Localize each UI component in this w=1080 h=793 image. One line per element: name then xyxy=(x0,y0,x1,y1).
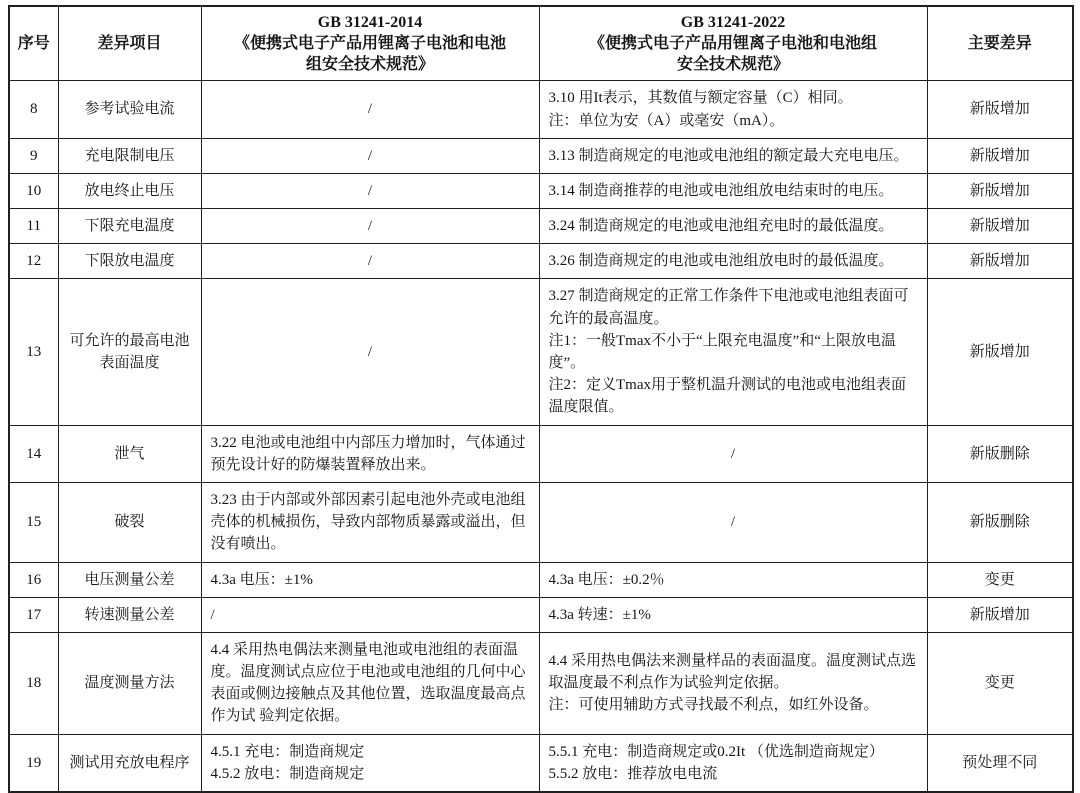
cell-line: 5.5.2 放电：推荐放电电流 xyxy=(548,765,718,782)
difference-item-cell: 充电限制电压 xyxy=(58,138,201,173)
main-difference-cell: 预处理不同 xyxy=(927,734,1073,792)
column-header-gb2014 xyxy=(201,6,539,81)
gb2014-cell xyxy=(201,425,539,482)
standards-comparison-table xyxy=(8,5,1074,793)
main-difference-cell: 新版增加 xyxy=(927,244,1073,279)
gb2022-cell xyxy=(539,138,927,173)
standard-title-line: 《便携式电子产品用锂离子电池和电池 xyxy=(233,35,506,53)
cell-line: 3.14 制造商推荐的电池或电池组放电结束时的电压。 xyxy=(548,182,894,199)
gb2022-cell xyxy=(539,173,927,208)
gb2014-cell xyxy=(201,482,539,562)
main-difference-cell: 新版增加 xyxy=(927,279,1073,425)
table-row xyxy=(9,244,1073,279)
gb2014-cell xyxy=(201,244,539,279)
column-header-no: 序号 xyxy=(9,6,58,81)
main-difference-cell: 变更 xyxy=(927,562,1073,597)
gb2014-cell xyxy=(201,632,539,734)
cell-line: 4.3a 转速：±1% xyxy=(548,606,651,623)
difference-item-cell: 电压测量公差 xyxy=(58,562,201,597)
gb2014-cell xyxy=(201,734,539,792)
difference-item-cell: 泄气 xyxy=(58,425,201,482)
main-difference-cell: 变更 xyxy=(927,632,1073,734)
cell-line: 4.5.2 放电：制造商规定 xyxy=(210,765,365,782)
table-row xyxy=(9,138,1073,173)
main-difference-cell: 新版增加 xyxy=(927,138,1073,173)
cell-line: 注1：一般Tmax不小于“上限充电温度”和“上限放电温度”。 xyxy=(548,332,896,372)
row-number-cell: 19 xyxy=(9,734,58,792)
gb2022-cell xyxy=(539,279,927,425)
gb2022-cell xyxy=(539,482,927,562)
gb2022-cell xyxy=(539,562,927,597)
gb2022-cell xyxy=(539,597,927,632)
row-number-cell: 12 xyxy=(9,244,58,279)
cell-line: 3.13 制造商规定的电池或电池组的额定最大充电电压。 xyxy=(548,147,909,164)
difference-item-cell: 温度测量方法 xyxy=(58,632,201,734)
cell-line: / xyxy=(367,101,373,118)
row-number-cell: 10 xyxy=(9,173,58,208)
cell-line: 4.4 采用热电偶法来测量电池或电池组的表面温度。温度测试点应位于电池或电池组的几何中心表面或侧边接触点及其他位置，选取温度最高点作为试 验判定依据。 xyxy=(210,641,526,725)
gb2014-cell xyxy=(201,209,539,244)
cell-line: 4.4 采用热电偶法来测量样品的表面温度。温度测试点选取温度最不利点作为试验判定依据。 xyxy=(548,652,917,692)
cell-line: / xyxy=(730,445,736,462)
gb2014-cell xyxy=(201,279,539,425)
cell-line: 3.27 制造商规定的正常工作条件下电池或电池组表面可允许的最高温度。 xyxy=(548,288,909,327)
row-number-cell: 8 xyxy=(9,81,58,138)
cell-line: 注2：定义Tmax用于整机温升测试的电池或电池组表面温度限值。 xyxy=(548,377,906,416)
difference-item-cell: 转速测量公差 xyxy=(58,597,201,632)
difference-item-cell: 参考试验电流 xyxy=(58,81,201,138)
difference-item-cell: 破裂 xyxy=(58,482,201,562)
row-number-cell: 11 xyxy=(9,209,58,244)
standard-title-line: 《便携式电子产品用锂离子电池和电池组 xyxy=(588,35,877,53)
gb2022-cell xyxy=(539,81,927,138)
table-header-row xyxy=(9,6,1073,81)
cell-line: / xyxy=(367,147,373,164)
difference-item-cell: 放电终止电压 xyxy=(58,173,201,208)
table-row xyxy=(9,597,1073,632)
standard-code: GB 31241-2014 xyxy=(317,14,423,31)
cell-line: / xyxy=(367,343,373,360)
cell-line: 3.26 制造商规定的电池或电池组放电时的最低温度。 xyxy=(548,253,894,270)
difference-item-cell: 下限充电温度 xyxy=(58,209,201,244)
standard-title-line: 组安全技术规范》 xyxy=(305,56,434,74)
column-header-item: 差异项目 xyxy=(58,6,201,81)
cell-line: 3.22 电池或电池组中内部压力增加时，气体通过预先设计好的防爆装置释放出来。 xyxy=(210,434,526,473)
main-difference-cell: 新版删除 xyxy=(927,425,1073,482)
column-header-gb2022 xyxy=(539,6,927,81)
table-row xyxy=(9,632,1073,734)
cell-line: 注：可使用辅助方式寻找最不利点，如红外设备。 xyxy=(548,697,879,714)
row-number-cell: 16 xyxy=(9,562,58,597)
table-row xyxy=(9,173,1073,208)
gb2022-cell xyxy=(539,632,927,734)
main-difference-cell: 新版增加 xyxy=(927,597,1073,632)
row-number-cell: 9 xyxy=(9,138,58,173)
cell-line: / xyxy=(367,218,373,235)
row-number-cell: 17 xyxy=(9,597,58,632)
column-header-diff: 主要差异 xyxy=(927,6,1073,81)
standard-title-line: 安全技术规范》 xyxy=(676,56,789,74)
cell-line: / xyxy=(367,253,373,270)
cell-line: 4.3a 电压：±0.2％ xyxy=(548,571,665,588)
main-difference-cell: 新版增加 xyxy=(927,209,1073,244)
gb2022-cell xyxy=(539,734,927,792)
cell-line: / xyxy=(210,606,215,623)
difference-item-cell: 下限放电温度 xyxy=(58,244,201,279)
table-row xyxy=(9,209,1073,244)
gb2022-cell xyxy=(539,425,927,482)
table-row xyxy=(9,562,1073,597)
cell-line: 3.10 用It表示，其数值与额定容量（C）相同。 xyxy=(548,90,853,107)
row-number-cell: 14 xyxy=(9,425,58,482)
gb2022-cell xyxy=(539,244,927,279)
gb2014-cell xyxy=(201,597,539,632)
table-row xyxy=(9,425,1073,482)
gb2014-cell xyxy=(201,173,539,208)
difference-item-cell: 可允许的最高电池表面温度 xyxy=(58,279,201,425)
cell-line: 3.23 由于内部或外部因素引起电池外壳或电池组壳体的机械损伤，导致内部物质暴露或溢出，但没有喷出。 xyxy=(210,491,526,553)
cell-line: 3.24 制造商规定的电池或电池组充电时的最低温度。 xyxy=(548,218,894,235)
gb2014-cell xyxy=(201,562,539,597)
table-row xyxy=(9,81,1073,138)
cell-line: 4.3a 电压：±1% xyxy=(210,571,313,588)
main-difference-cell: 新版增加 xyxy=(927,173,1073,208)
cell-line: / xyxy=(367,182,373,199)
row-number-cell: 18 xyxy=(9,632,58,734)
table-row xyxy=(9,482,1073,562)
row-number-cell: 15 xyxy=(9,482,58,562)
gb2014-cell xyxy=(201,81,539,138)
gb2014-cell xyxy=(201,138,539,173)
row-number-cell: 13 xyxy=(9,279,58,425)
gb2022-cell xyxy=(539,209,927,244)
cell-line: 4.5.1 充电：制造商规定 xyxy=(210,743,365,760)
table-row xyxy=(9,734,1073,792)
main-difference-cell: 新版增加 xyxy=(927,81,1073,138)
table-row xyxy=(9,279,1073,425)
standard-code: GB 31241-2022 xyxy=(680,14,786,31)
cell-line: 注：单位为安（A）或毫安（mA）。 xyxy=(548,112,785,129)
cell-line: / xyxy=(730,514,736,531)
main-difference-cell: 新版删除 xyxy=(927,482,1073,562)
difference-item-cell: 测试用充放电程序 xyxy=(58,734,201,792)
cell-line: 5.5.1 充电：制造商规定或0.2It （优选制造商规定） xyxy=(548,743,884,760)
